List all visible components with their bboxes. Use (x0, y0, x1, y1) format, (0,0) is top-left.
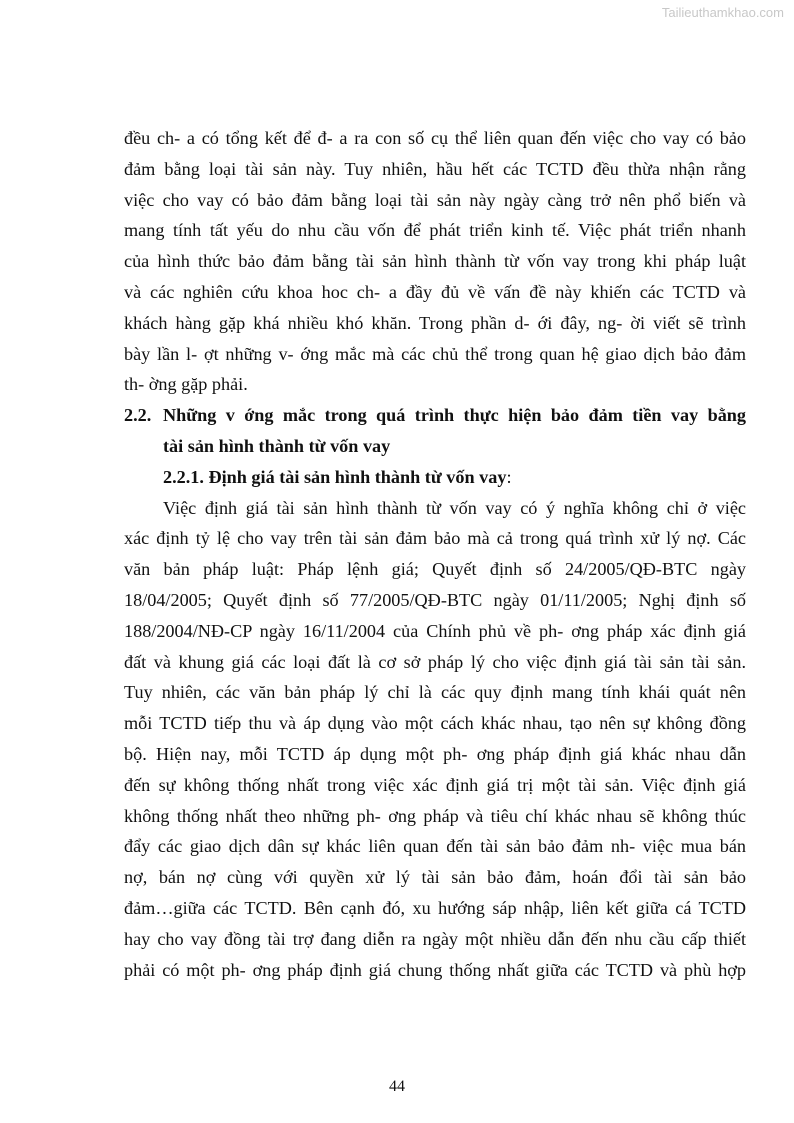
text-line: đến sự không thống nhất trong việc xác định giá trị một tài sản. Việc định giá (124, 774, 746, 795)
text-line: của hình thức bảo đảm bằng tài sản hình thành từ vốn vay trong khi pháp luật (124, 251, 746, 272)
text-line: xác định tỷ lệ cho vay trên tài sản đảm bảo mà cả trong quá trình xử lý nợ. Các (124, 528, 746, 549)
paragraph-1 (124, 123, 746, 400)
text-line: 18/04/2005; Quyết định số 77/2005/QĐ-BTC ngày 01/11/2005; Nghị định số (124, 589, 746, 610)
section-title-line2: tài sản hình thành từ vốn vay (163, 435, 391, 456)
section-title-line1: Những v ớng mắc trong quá trình thực hiện bảo đảm tiền vay bằng (163, 405, 746, 426)
subsection-title: 2.2.1. Định giá tài sản hình thành từ vốn vay (163, 466, 507, 487)
text-line: hay cho vay đồng tài trợ đang diễn ra ngày một nhiều dẫn đến nhu cầu cấp thiết (124, 928, 746, 949)
subsection-suffix: : (506, 466, 512, 487)
text-line: 188/2004/NĐ-CP ngày 16/11/2004 của Chính phủ về ph- ơng pháp xác định giá (124, 620, 746, 641)
text-line: mỗi TCTD tiếp thu và áp dụng vào một cách khác nhau, tạo nên sự không đồng (124, 713, 746, 734)
text-line: đất và khung giá các loại đất là cơ sở pháp lý cho việc định giá tài sản tài sản. (124, 651, 746, 672)
text-line: và các nghiên cứu khoa hoc ch- a đầy đủ về vấn đề này khiến các TCTD và (124, 281, 746, 302)
text-line: th- ờng gặp phải. (124, 374, 248, 395)
text-line: mang tính tất yếu do nhu cầu vốn để phát triển kinh tế. Việc phát triển nhanh (124, 220, 746, 241)
watermark: Tailieuthamkhao.com (661, 5, 784, 20)
text-line: phải có một ph- ơng pháp định giá chung thống nhất giữa các TCTD và phù hợp (124, 959, 746, 980)
text-line: bày lần l- ợt những v- ớng mắc mà các chủ thể trong quan hệ giao dịch bảo đảm (124, 343, 746, 364)
text-line: đẩy các giao dịch dân sự khác liên quan đến tài sản bảo đảm nh- việc mua bán (124, 836, 746, 857)
paragraph-2 (124, 493, 746, 986)
subsection-heading (124, 462, 746, 493)
text-line: đảm bằng loại tài sản này. Tuy nhiên, hầu hết các TCTD đều thừa nhận rằng (124, 158, 746, 179)
text-line: nợ, bán nợ cùng với quyền xử lý tài sản bảo đảm, hoán đổi tài sản bảo (124, 867, 746, 888)
section-number: 2.2. (124, 405, 152, 426)
text-line: Việc định giá tài sản hình thành từ vốn vay có ý nghĩa không chỉ ở việc (163, 497, 746, 518)
text-line: bộ. Hiện nay, mỗi TCTD áp dụng một ph- ơng pháp định giá khác nhau dẫn (124, 743, 746, 764)
text-line: Tuy nhiên, các văn bản pháp lý chỉ là các quy định mang tính khái quát nên (124, 682, 746, 703)
text-line: đảm…giữa các TCTD. Bên cạnh đó, xu hướng sáp nhập, liên kết giữa cá TCTD (124, 897, 746, 918)
section-heading (124, 400, 746, 431)
text-line: việc cho vay có bảo đảm bằng loại tài sản này ngày càng trở nên phổ biến và (124, 189, 746, 210)
text-line: văn bản pháp luật: Pháp lệnh giá; Quyết định số 24/2005/QĐ-BTC ngày (124, 559, 746, 580)
document-body (124, 123, 746, 985)
page-number: 44 (389, 1078, 405, 1095)
text-line: khách hàng gặp khá nhiều khó khăn. Trong phần d- ới đây, ng- ời viết sẽ trình (124, 312, 746, 333)
text-line: đều ch- a có tổng kết để đ- a ra con số cụ thể liên quan đến việc cho vay có bảo (124, 128, 746, 148)
text-line: không thống nhất theo những ph- ơng pháp và tiêu chí khác nhau sẽ không thúc (124, 805, 746, 826)
